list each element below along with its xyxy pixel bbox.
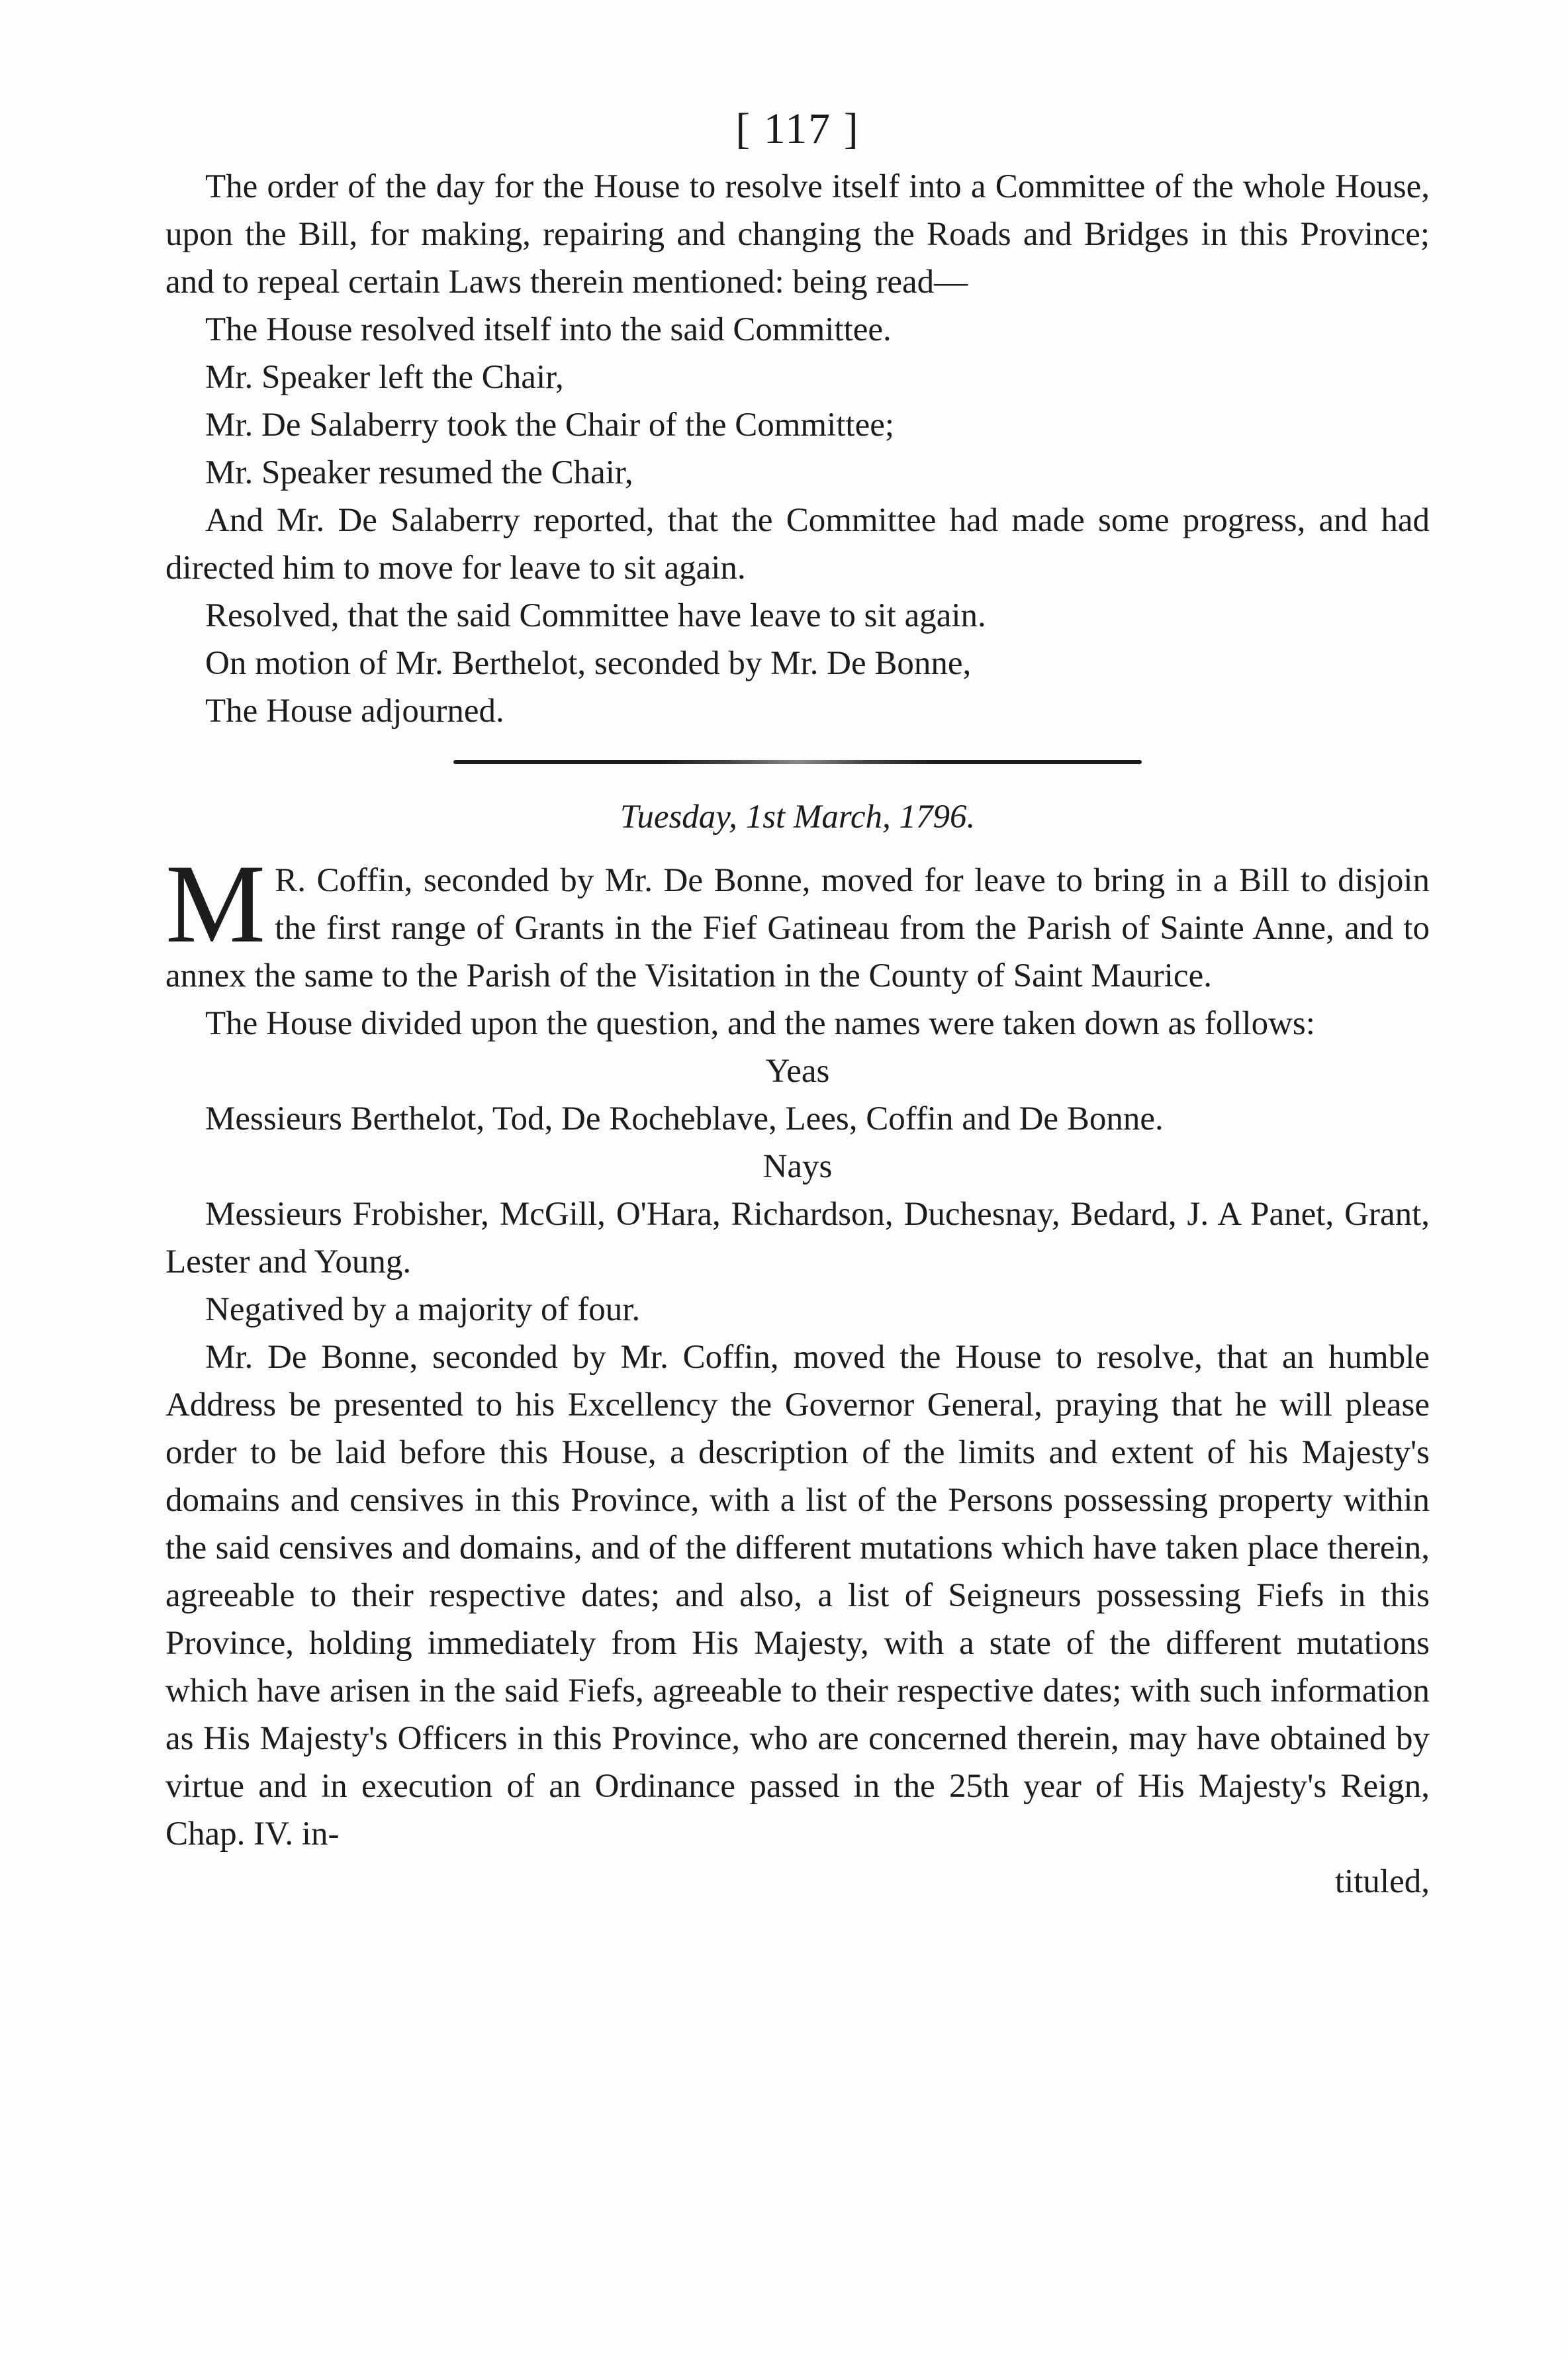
document-page	[165, 99, 1430, 1905]
paragraph-resolved-committee: The House resolved itself into the said Committee.	[205, 311, 892, 348]
nays-names: Messieurs Frobisher, McGill, O'Hara, Richardson, Duchesnay, Bedard, J. A Panet, Grant, Lester and Young.	[165, 1196, 1430, 1280]
section-divider-rule	[453, 760, 1142, 764]
paragraph-order-of-day: The order of the day for the House to resolve itself into a Committee of the whole House, upon the Bill, for making, repairing and changing the Roads and Bridges in this Province; and to repeal certain Laws therein mentioned: being read—	[165, 168, 1430, 301]
paragraph-address-motion: Mr. De Bonne, seconded by Mr. Coffin, moved the House to resolve, that an humble Address be presented to his Excellency the Governor General, praying that he will please order to be laid before this House, a description of the limits and extent of his Majesty's domains and censives in this Province, with a list of the Persons possessing property within the said censives and domains, and of the different mutations which have taken place therein, agreeable to their respective dates; and also, a list of Seigneurs possessing Fiefs in this Province, holding immediately from His Majesty, with a state of the different mutations which have arisen in the said Fiefs, agreeable to their respective dates; with such information as His Majesty's Officers in this Province, who are concerned therein, may have obtained by virtue and in execution of an Ordinance passed in the 25th year of His Majesty's Reign, Chap. IV. in-	[165, 1339, 1430, 1853]
paragraph-division-intro: The House divided upon the question, and the names were taken down as follows:	[205, 1005, 1315, 1042]
yeas-label: Yeas	[765, 1053, 830, 1090]
paragraph-speaker-left: Mr. Speaker left the Chair,	[205, 359, 564, 396]
drop-cap-letter: M	[165, 842, 266, 966]
paragraph-coffin-motion	[165, 842, 1430, 1000]
paragraph-negatived: Negatived by a majority of four.	[205, 1291, 641, 1328]
paragraph-motion-adjourn: On motion of Mr. Berthelot, seconded by Mr. De Bonne,	[205, 645, 972, 682]
paragraph-adjourned: The House adjourned.	[205, 693, 504, 730]
catchword: tituled,	[1334, 1863, 1430, 1900]
yeas-names: Messieurs Berthelot, Tod, De Rocheblave, Lees, Coffin and De Bonne.	[205, 1100, 1164, 1137]
paragraph-reported: And Mr. De Salaberry reported, that the Committee had made some progress, and had directed him to move for leave to sit again.	[165, 502, 1430, 587]
paragraph-took-chair: Mr. De Salaberry took the Chair of the Committee;	[205, 407, 895, 444]
paragraph-speaker-resumed: Mr. Speaker resumed the Chair,	[205, 454, 633, 491]
date-heading: Tuesday, 1st March, 1796.	[620, 798, 976, 836]
nays-label: Nays	[762, 1148, 833, 1185]
paragraph-coffin-motion-text: R. Coffin, seconded by Mr. De Bonne, moved for leave to bring in a Bill to disjoin the first range of Grants in the Fief Gatineau from the Parish of Sainte Anne, and to annex the same to the Parish of the Visitation in the County of Saint Maurice.	[165, 862, 1430, 994]
paragraph-resolved-leave: Resolved, that the said Committee have leave to sit again.	[205, 597, 986, 634]
page-number: [ 117 ]	[735, 105, 860, 153]
